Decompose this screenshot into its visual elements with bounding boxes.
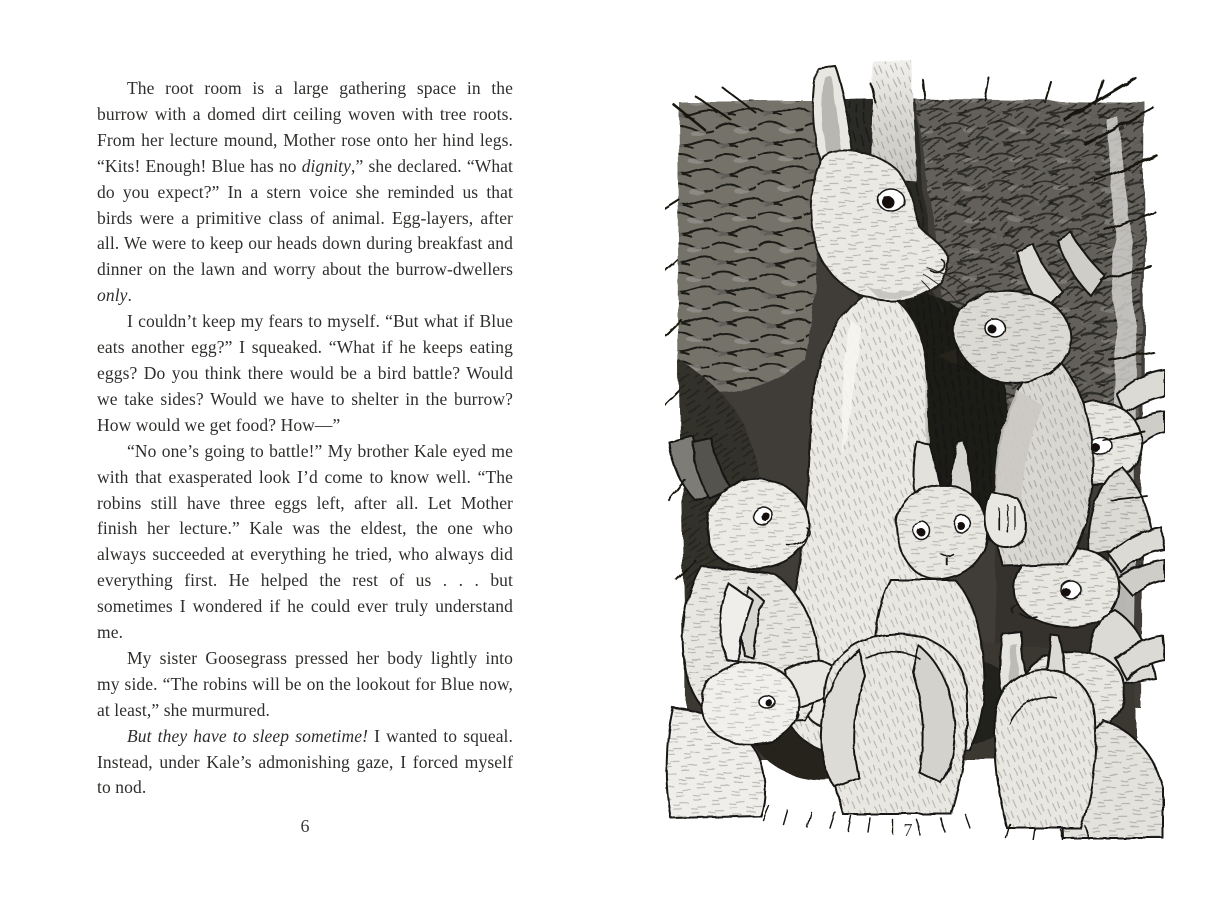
paragraph: “No one’s going to battle!” My brother Kale eyed me with that exasperated look I’d come to know well. “The robins still have three eggs left, after all. Let Mother finish her lecture.” Kale was the eldest, the one who always succeeded at everything he tried, who always did everything first. He helped the rest of us . . . but sometimes I wondered if he could ever truly understand me. bbox=[97, 440, 513, 643]
right-page bbox=[607, 0, 1214, 911]
paragraph: My sister Goosegrass pressed her body lightly into my side. “The robins will be on the lookout for Blue now, at least,” she murmured. bbox=[97, 647, 513, 720]
kit-back-view-lop-ears bbox=[821, 634, 968, 814]
body-text bbox=[97, 76, 513, 801]
paragraph: But they have to sleep sometime! I wanted to squeal. Instead, under Kale’s admonishing gaze, I forced myself to nod. bbox=[97, 725, 513, 798]
burrow-illustration bbox=[665, 60, 1165, 840]
page-number-right: 7 bbox=[903, 820, 913, 840]
page-number-left: 6 bbox=[300, 816, 310, 836]
paragraph: The root room is a large gathering space in the burrow with a domed dirt ceiling woven with tree roots. From her lecture mound, Mother rose onto her hind legs. “Kits! Enough! Blue has no dignity,” she declared. “What do you expect?” In a stern voice she reminded us that birds were a primitive class of animal. Egg-layers, after all. We were to keep our heads down during breakfast and dinner on the lawn and worry about the burrow-dwellers only. bbox=[97, 78, 514, 306]
burrow-scene-svg bbox=[665, 60, 1165, 840]
paragraph: I couldn’t keep my fears to myself. “But what if Blue eats another egg?” I squeaked. “What if he keeps eating eggs? Do you think there would be a bird battle? Would we take sides? Would we have to shelter in the burrow? How would we get food? How—” bbox=[97, 311, 513, 435]
